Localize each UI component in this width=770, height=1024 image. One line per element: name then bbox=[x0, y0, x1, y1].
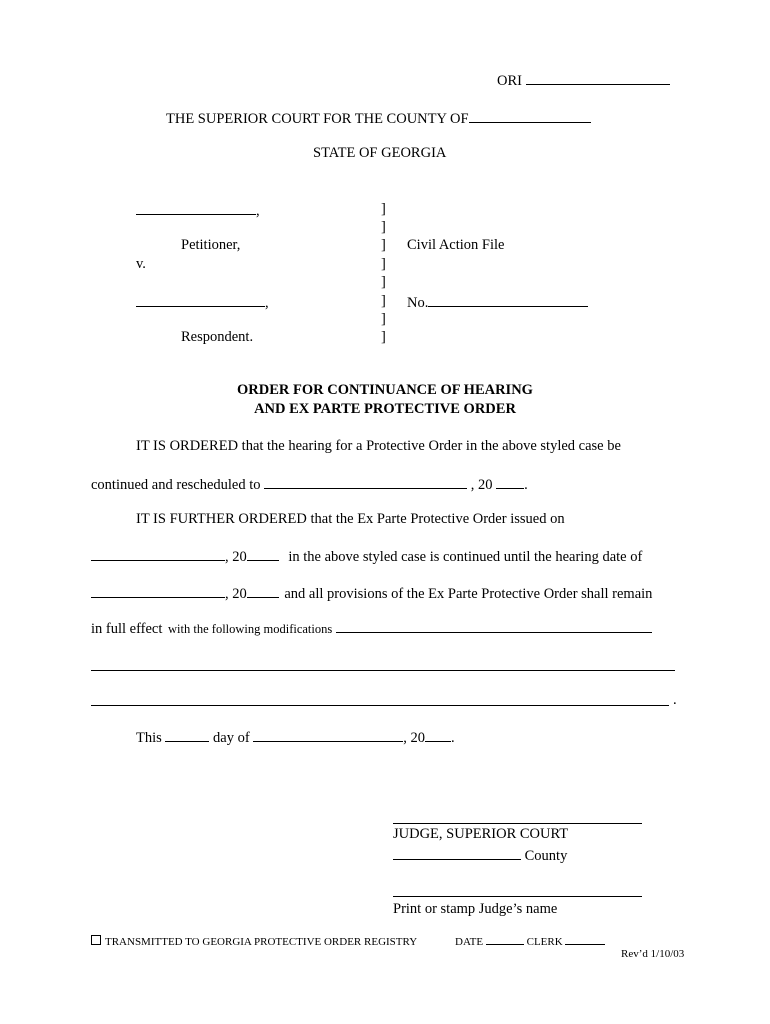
caption-bracket: ] bbox=[381, 329, 386, 345]
date-label: DATE bbox=[455, 936, 484, 948]
month-blank[interactable] bbox=[253, 729, 403, 742]
modifications-line bbox=[91, 622, 652, 637]
modifications-text: with the following modifications bbox=[168, 622, 333, 636]
clerk-label: CLERK bbox=[526, 936, 563, 948]
petitioner-name-field: , bbox=[136, 202, 260, 219]
hearing-date-blank[interactable] bbox=[91, 585, 225, 598]
caption-bracket: ] bbox=[381, 201, 386, 217]
clerk-date-field bbox=[455, 935, 605, 948]
signing-date-line: This day of , 20 . bbox=[136, 730, 455, 746]
court-title-text: THE SUPERIOR COURT FOR THE COUNTY OF bbox=[166, 111, 469, 127]
order-paragraph-1: IT IS ORDERED that the hearing for a Protective Order in the above styled case be bbox=[136, 438, 621, 454]
order-title-line1: ORDER FOR CONTINUANCE OF HEARING bbox=[237, 382, 533, 398]
modifications-blank-2[interactable] bbox=[91, 670, 675, 671]
day-of-label: day of bbox=[213, 730, 250, 746]
ori-label: ORI bbox=[497, 73, 522, 89]
modifications-period: . bbox=[673, 692, 677, 708]
caption-bracket: ] bbox=[381, 274, 386, 290]
rescheduled-text: continued and rescheduled to bbox=[91, 477, 261, 493]
ori-blank[interactable] bbox=[526, 72, 670, 85]
caption-bracket: ] bbox=[381, 219, 386, 235]
hearing-year-blank[interactable] bbox=[247, 585, 279, 598]
signing-year-blank[interactable] bbox=[425, 729, 451, 742]
provisions-text: and all provisions of the Ex Parte Protective Order shall remain bbox=[284, 586, 653, 602]
judge-signature-line[interactable] bbox=[393, 823, 642, 824]
caption-bracket: ] bbox=[381, 237, 386, 253]
respondent-name-field: , bbox=[136, 294, 269, 311]
state-title: STATE OF GEORGIA bbox=[313, 145, 447, 161]
day-blank[interactable] bbox=[165, 729, 209, 742]
caption-bracket: ] bbox=[381, 256, 386, 272]
caption-bracket: ] bbox=[381, 311, 386, 327]
registry-transmittal bbox=[91, 935, 417, 948]
county-label: County bbox=[524, 848, 568, 864]
order-title-line2: AND EX PARTE PROTECTIVE ORDER bbox=[254, 401, 516, 417]
respondent-label: Respondent. bbox=[181, 329, 254, 345]
petitioner-name-blank[interactable] bbox=[136, 202, 256, 215]
this-label: This bbox=[136, 730, 162, 746]
judge-name-line[interactable] bbox=[393, 896, 642, 897]
rescheduled-date-blank[interactable] bbox=[264, 476, 467, 489]
continued-until-text: in the above styled case is continued until the hearing date of bbox=[288, 549, 643, 565]
issued-date-line: , 20 in the above styled case is continued until the hearing date of bbox=[91, 548, 642, 565]
order-paragraph-2: IT IS FURTHER ORDERED that the Ex Parte Protective Order issued on bbox=[136, 511, 565, 527]
judge-county-blank[interactable] bbox=[393, 847, 521, 860]
print-judge-name-label: Print or stamp Judge’s name bbox=[393, 901, 558, 917]
clerk-name-blank[interactable] bbox=[565, 935, 605, 945]
case-number-field bbox=[407, 294, 588, 311]
rescheduled-line: continued and rescheduled to , 20 . bbox=[91, 477, 528, 493]
in-full-effect-text: in full effect bbox=[91, 621, 163, 637]
hearing-date-line: , 20 and all provisions of the Ex Parte Protective Order shall remain bbox=[91, 585, 652, 602]
transmitted-label: TRANSMITTED TO GEORGIA PROTECTIVE ORDER REGISTRY bbox=[105, 936, 418, 948]
county-blank[interactable] bbox=[469, 110, 591, 123]
rescheduled-year-blank[interactable] bbox=[496, 476, 524, 489]
modifications-blank-3[interactable] bbox=[91, 705, 669, 706]
civil-action-file-label: Civil Action File bbox=[407, 237, 505, 253]
caption-bracket: ] bbox=[381, 293, 386, 309]
issued-date-blank[interactable] bbox=[91, 548, 225, 561]
respondent-name-blank[interactable] bbox=[136, 294, 265, 307]
versus-label: v. bbox=[136, 256, 146, 272]
judge-title: JUDGE, SUPERIOR COURT bbox=[393, 826, 569, 842]
clerk-date-blank[interactable] bbox=[486, 935, 524, 945]
ori-field bbox=[497, 72, 670, 89]
issued-year-blank[interactable] bbox=[247, 548, 279, 561]
modifications-blank-1[interactable] bbox=[336, 622, 652, 633]
judge-county-field bbox=[393, 847, 567, 864]
petitioner-label: Petitioner, bbox=[181, 237, 241, 253]
case-number-blank[interactable] bbox=[428, 294, 588, 307]
transmitted-checkbox[interactable] bbox=[91, 935, 101, 945]
revision-date: Rev’d 1/10/03 bbox=[621, 948, 685, 960]
court-title bbox=[166, 110, 591, 127]
case-number-label: No. bbox=[407, 295, 429, 311]
